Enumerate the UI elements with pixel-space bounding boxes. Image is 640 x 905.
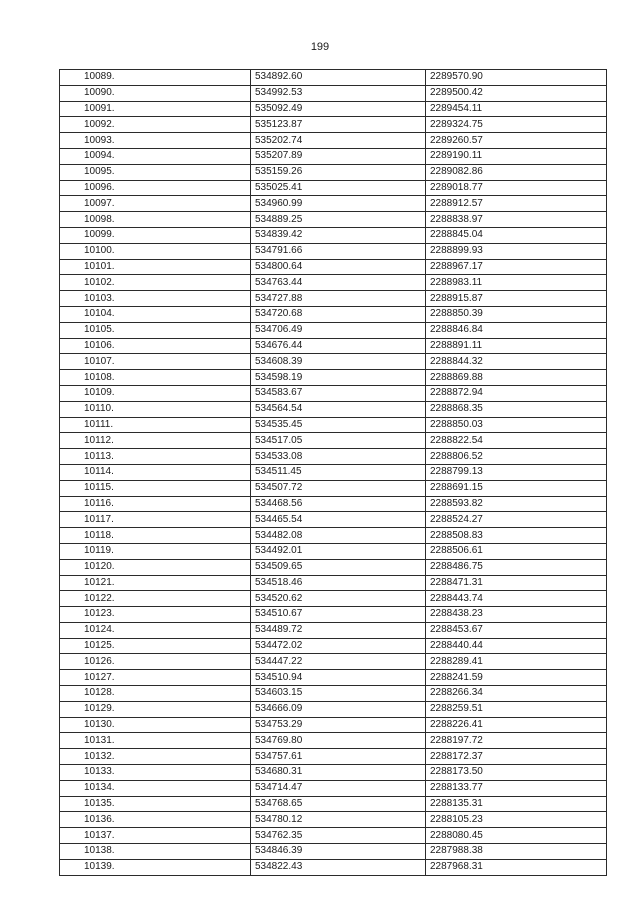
y-coordinate-cell: 2288983.11 xyxy=(426,275,607,291)
x-coordinate-cell: 534666.09 xyxy=(251,701,426,717)
point-number-cell: 10123. xyxy=(60,607,251,623)
y-coordinate-cell: 2288850.39 xyxy=(426,306,607,322)
table-row xyxy=(60,828,607,844)
y-coordinate-cell: 2289018.77 xyxy=(426,180,607,196)
table-row xyxy=(60,812,607,828)
x-coordinate-cell: 535025.41 xyxy=(251,180,426,196)
x-coordinate-cell: 534762.35 xyxy=(251,828,426,844)
point-number-cell: 10126. xyxy=(60,654,251,670)
x-coordinate-cell: 534800.64 xyxy=(251,259,426,275)
y-coordinate-cell: 2288259.51 xyxy=(426,701,607,717)
point-number-cell: 10106. xyxy=(60,338,251,354)
y-coordinate-cell: 2288241.59 xyxy=(426,670,607,686)
x-coordinate-cell: 535123.87 xyxy=(251,117,426,133)
table-row xyxy=(60,243,607,259)
x-coordinate-cell: 534465.54 xyxy=(251,512,426,528)
x-coordinate-cell: 534472.02 xyxy=(251,638,426,654)
y-coordinate-cell: 2288173.50 xyxy=(426,765,607,781)
y-coordinate-cell: 2289324.75 xyxy=(426,117,607,133)
table-row xyxy=(60,701,607,717)
y-coordinate-cell: 2288524.27 xyxy=(426,512,607,528)
table-row xyxy=(60,591,607,607)
table-row xyxy=(60,780,607,796)
y-coordinate-cell: 2288691.15 xyxy=(426,480,607,496)
y-coordinate-cell: 2288822.54 xyxy=(426,433,607,449)
point-number-cell: 10139. xyxy=(60,859,251,875)
point-number-cell: 10129. xyxy=(60,701,251,717)
point-number-cell: 10107. xyxy=(60,354,251,370)
x-coordinate-cell: 534598.19 xyxy=(251,370,426,386)
y-coordinate-cell: 2288899.93 xyxy=(426,243,607,259)
x-coordinate-cell: 534468.56 xyxy=(251,496,426,512)
x-coordinate-cell: 534583.67 xyxy=(251,385,426,401)
table-row xyxy=(60,180,607,196)
table-row xyxy=(60,417,607,433)
y-coordinate-cell: 2288453.67 xyxy=(426,622,607,638)
point-number-cell: 10127. xyxy=(60,670,251,686)
point-number-cell: 10128. xyxy=(60,686,251,702)
point-number-cell: 10108. xyxy=(60,370,251,386)
y-coordinate-cell: 2288508.83 xyxy=(426,528,607,544)
y-coordinate-cell: 2288440.44 xyxy=(426,638,607,654)
y-coordinate-cell: 2288438.23 xyxy=(426,607,607,623)
x-coordinate-cell: 534992.53 xyxy=(251,85,426,101)
y-coordinate-cell: 2287988.38 xyxy=(426,844,607,860)
point-number-cell: 10121. xyxy=(60,575,251,591)
table-row xyxy=(60,765,607,781)
x-coordinate-cell: 534518.46 xyxy=(251,575,426,591)
y-coordinate-cell: 2288266.34 xyxy=(426,686,607,702)
x-coordinate-cell: 534535.45 xyxy=(251,417,426,433)
point-number-cell: 10099. xyxy=(60,227,251,243)
point-number-cell: 10120. xyxy=(60,559,251,575)
point-number-cell: 10114. xyxy=(60,464,251,480)
x-coordinate-cell: 534757.61 xyxy=(251,749,426,765)
y-coordinate-cell: 2288845.04 xyxy=(426,227,607,243)
point-number-cell: 10097. xyxy=(60,196,251,212)
x-coordinate-cell: 534517.05 xyxy=(251,433,426,449)
y-coordinate-cell: 2289082.86 xyxy=(426,164,607,180)
table-row xyxy=(60,433,607,449)
x-coordinate-cell: 534753.29 xyxy=(251,717,426,733)
point-number-cell: 10101. xyxy=(60,259,251,275)
table-row xyxy=(60,480,607,496)
point-number-cell: 10122. xyxy=(60,591,251,607)
point-number-cell: 10096. xyxy=(60,180,251,196)
table-row xyxy=(60,638,607,654)
x-coordinate-cell: 534511.45 xyxy=(251,464,426,480)
x-coordinate-cell: 534510.94 xyxy=(251,670,426,686)
x-coordinate-cell: 534839.42 xyxy=(251,227,426,243)
point-number-cell: 10116. xyxy=(60,496,251,512)
table-row xyxy=(60,401,607,417)
table-row xyxy=(60,733,607,749)
point-number-cell: 10112. xyxy=(60,433,251,449)
table-row xyxy=(60,70,607,86)
y-coordinate-cell: 2288846.84 xyxy=(426,322,607,338)
x-coordinate-cell: 534714.47 xyxy=(251,780,426,796)
table-row xyxy=(60,338,607,354)
point-number-cell: 10110. xyxy=(60,401,251,417)
table-row xyxy=(60,275,607,291)
x-coordinate-cell: 534603.15 xyxy=(251,686,426,702)
x-coordinate-cell: 534680.31 xyxy=(251,765,426,781)
y-coordinate-cell: 2288868.35 xyxy=(426,401,607,417)
table-row xyxy=(60,101,607,117)
x-coordinate-cell: 534780.12 xyxy=(251,812,426,828)
point-number-cell: 10109. xyxy=(60,385,251,401)
table-row xyxy=(60,164,607,180)
x-coordinate-cell: 534447.22 xyxy=(251,654,426,670)
y-coordinate-cell: 2288891.11 xyxy=(426,338,607,354)
y-coordinate-cell: 2288915.87 xyxy=(426,291,607,307)
x-coordinate-cell: 534507.72 xyxy=(251,480,426,496)
table-row xyxy=(60,212,607,228)
table-row xyxy=(60,385,607,401)
x-coordinate-cell: 534846.39 xyxy=(251,844,426,860)
table-row xyxy=(60,512,607,528)
y-coordinate-cell: 2288133.77 xyxy=(426,780,607,796)
table-row xyxy=(60,559,607,575)
y-coordinate-cell: 2288105.23 xyxy=(426,812,607,828)
table-row xyxy=(60,543,607,559)
point-number-cell: 10098. xyxy=(60,212,251,228)
y-coordinate-cell: 2288506.61 xyxy=(426,543,607,559)
table-row xyxy=(60,575,607,591)
table-row xyxy=(60,449,607,465)
y-coordinate-cell: 2289260.57 xyxy=(426,133,607,149)
x-coordinate-cell: 534676.44 xyxy=(251,338,426,354)
x-coordinate-cell: 535159.26 xyxy=(251,164,426,180)
point-number-cell: 10092. xyxy=(60,117,251,133)
table-row xyxy=(60,148,607,164)
table-row xyxy=(60,196,607,212)
point-number-cell: 10124. xyxy=(60,622,251,638)
y-coordinate-cell: 2288289.41 xyxy=(426,654,607,670)
table-row xyxy=(60,117,607,133)
table-row xyxy=(60,259,607,275)
y-coordinate-cell: 2288799.13 xyxy=(426,464,607,480)
table-row xyxy=(60,464,607,480)
x-coordinate-cell: 534510.67 xyxy=(251,607,426,623)
x-coordinate-cell: 535207.89 xyxy=(251,148,426,164)
y-coordinate-cell: 2289190.11 xyxy=(426,148,607,164)
x-coordinate-cell: 534720.68 xyxy=(251,306,426,322)
point-number-cell: 10093. xyxy=(60,133,251,149)
point-number-cell: 10138. xyxy=(60,844,251,860)
point-number-cell: 10125. xyxy=(60,638,251,654)
x-coordinate-cell: 535202.74 xyxy=(251,133,426,149)
page-number: 199 xyxy=(310,41,330,53)
y-coordinate-cell: 2288486.75 xyxy=(426,559,607,575)
point-number-cell: 10100. xyxy=(60,243,251,259)
point-number-cell: 10117. xyxy=(60,512,251,528)
point-number-cell: 10094. xyxy=(60,148,251,164)
point-number-cell: 10111. xyxy=(60,417,251,433)
point-number-cell: 10091. xyxy=(60,101,251,117)
coordinates-table xyxy=(59,69,607,876)
x-coordinate-cell: 534822.43 xyxy=(251,859,426,875)
point-number-cell: 10089. xyxy=(60,70,251,86)
table-row xyxy=(60,607,607,623)
point-number-cell: 10104. xyxy=(60,306,251,322)
point-number-cell: 10133. xyxy=(60,765,251,781)
y-coordinate-cell: 2289500.42 xyxy=(426,85,607,101)
table-row xyxy=(60,670,607,686)
point-number-cell: 10113. xyxy=(60,449,251,465)
x-coordinate-cell: 535092.49 xyxy=(251,101,426,117)
table-row xyxy=(60,496,607,512)
point-number-cell: 10105. xyxy=(60,322,251,338)
table-row xyxy=(60,291,607,307)
x-coordinate-cell: 534960.99 xyxy=(251,196,426,212)
table-row xyxy=(60,844,607,860)
table-row xyxy=(60,370,607,386)
table-row xyxy=(60,622,607,638)
y-coordinate-cell: 2288471.31 xyxy=(426,575,607,591)
table-row xyxy=(60,354,607,370)
table-row xyxy=(60,85,607,101)
x-coordinate-cell: 534509.65 xyxy=(251,559,426,575)
x-coordinate-cell: 534727.88 xyxy=(251,291,426,307)
point-number-cell: 10130. xyxy=(60,717,251,733)
y-coordinate-cell: 2288443.74 xyxy=(426,591,607,607)
y-coordinate-cell: 2289454.11 xyxy=(426,101,607,117)
x-coordinate-cell: 534492.01 xyxy=(251,543,426,559)
y-coordinate-cell: 2288197.72 xyxy=(426,733,607,749)
table-row xyxy=(60,227,607,243)
y-coordinate-cell: 2288967.17 xyxy=(426,259,607,275)
y-coordinate-cell: 2288806.52 xyxy=(426,449,607,465)
table-row xyxy=(60,686,607,702)
x-coordinate-cell: 534769.80 xyxy=(251,733,426,749)
x-coordinate-cell: 534791.66 xyxy=(251,243,426,259)
x-coordinate-cell: 534892.60 xyxy=(251,70,426,86)
y-coordinate-cell: 2287968.31 xyxy=(426,859,607,875)
y-coordinate-cell: 2288080.45 xyxy=(426,828,607,844)
table-row xyxy=(60,796,607,812)
table-row xyxy=(60,859,607,875)
x-coordinate-cell: 534608.39 xyxy=(251,354,426,370)
y-coordinate-cell: 2288838.97 xyxy=(426,212,607,228)
point-number-cell: 10119. xyxy=(60,543,251,559)
point-number-cell: 10137. xyxy=(60,828,251,844)
table-row xyxy=(60,654,607,670)
x-coordinate-cell: 534489.72 xyxy=(251,622,426,638)
table-row xyxy=(60,322,607,338)
table-row xyxy=(60,528,607,544)
point-number-cell: 10115. xyxy=(60,480,251,496)
x-coordinate-cell: 534768.65 xyxy=(251,796,426,812)
point-number-cell: 10135. xyxy=(60,796,251,812)
y-coordinate-cell: 2288844.32 xyxy=(426,354,607,370)
y-coordinate-cell: 2288869.88 xyxy=(426,370,607,386)
x-coordinate-cell: 534889.25 xyxy=(251,212,426,228)
point-number-cell: 10132. xyxy=(60,749,251,765)
table-row xyxy=(60,749,607,765)
point-number-cell: 10103. xyxy=(60,291,251,307)
table-row xyxy=(60,133,607,149)
y-coordinate-cell: 2288593.82 xyxy=(426,496,607,512)
x-coordinate-cell: 534564.54 xyxy=(251,401,426,417)
x-coordinate-cell: 534520.62 xyxy=(251,591,426,607)
x-coordinate-cell: 534763.44 xyxy=(251,275,426,291)
point-number-cell: 10131. xyxy=(60,733,251,749)
x-coordinate-cell: 534706.49 xyxy=(251,322,426,338)
y-coordinate-cell: 2288912.57 xyxy=(426,196,607,212)
x-coordinate-cell: 534533.08 xyxy=(251,449,426,465)
y-coordinate-cell: 2288226.41 xyxy=(426,717,607,733)
table-row xyxy=(60,306,607,322)
y-coordinate-cell: 2288172.37 xyxy=(426,749,607,765)
point-number-cell: 10095. xyxy=(60,164,251,180)
y-coordinate-cell: 2288872.94 xyxy=(426,385,607,401)
coordinates-table-body xyxy=(60,70,607,876)
x-coordinate-cell: 534482.08 xyxy=(251,528,426,544)
point-number-cell: 10102. xyxy=(60,275,251,291)
point-number-cell: 10136. xyxy=(60,812,251,828)
point-number-cell: 10118. xyxy=(60,528,251,544)
y-coordinate-cell: 2288850.03 xyxy=(426,417,607,433)
point-number-cell: 10134. xyxy=(60,780,251,796)
y-coordinate-cell: 2288135.31 xyxy=(426,796,607,812)
point-number-cell: 10090. xyxy=(60,85,251,101)
y-coordinate-cell: 2289570.90 xyxy=(426,70,607,86)
table-row xyxy=(60,717,607,733)
